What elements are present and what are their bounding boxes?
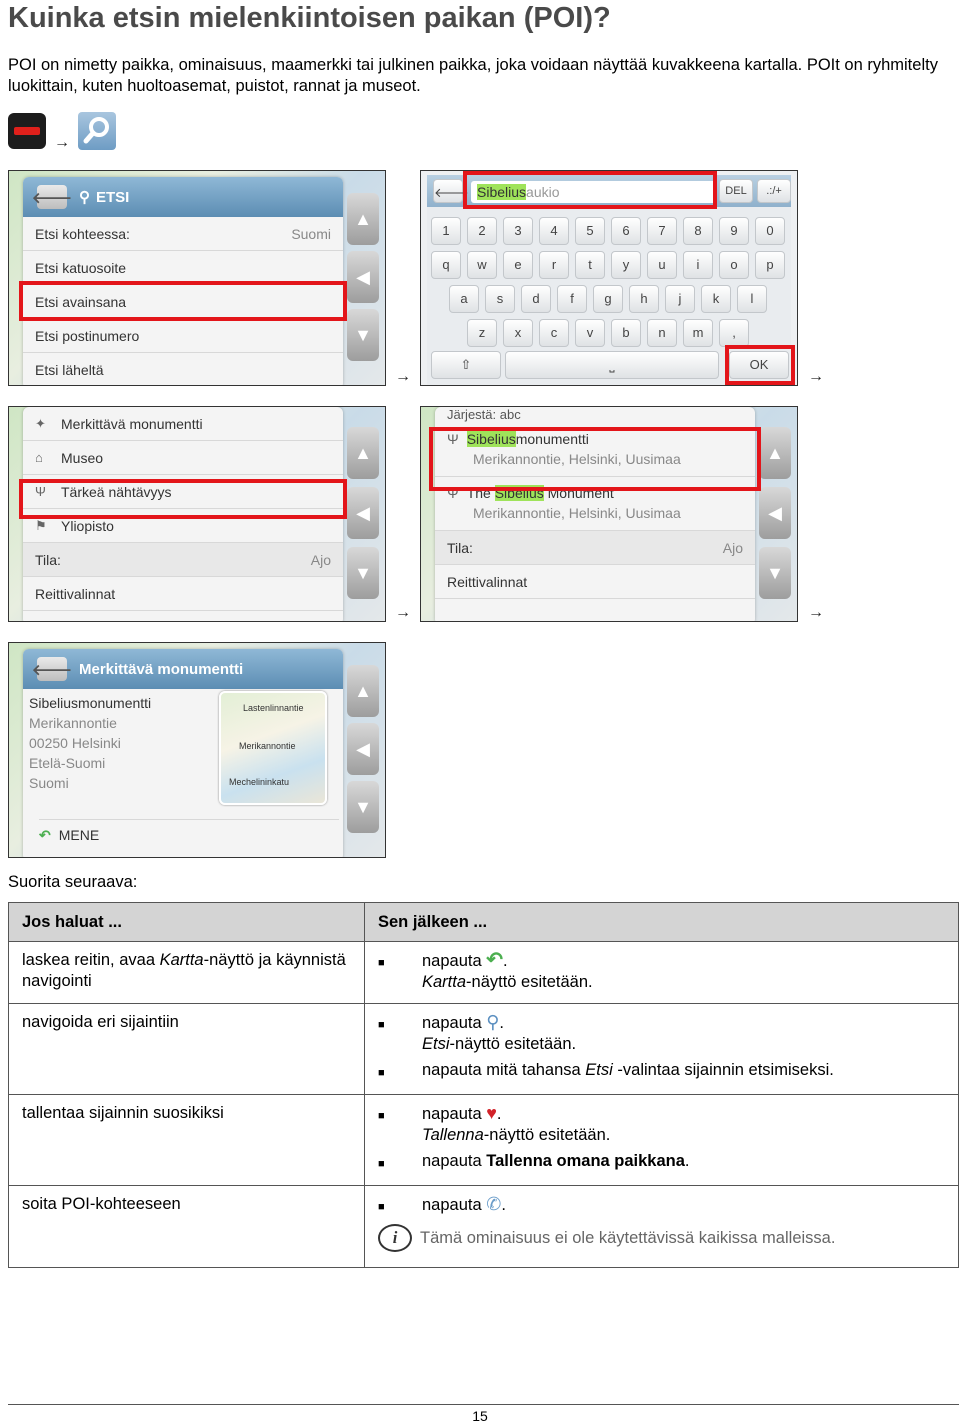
back-button[interactable]: 🡐 — [433, 179, 463, 203]
museum-icon: ⌂ — [35, 450, 43, 465]
info-note: Tämä ominaisuus ei ole käytettävissä kaikissa malleissa. — [420, 1228, 836, 1247]
key[interactable]: c — [539, 319, 569, 347]
heart-icon: ♥ — [486, 1103, 497, 1123]
key[interactable]: i — [683, 251, 713, 279]
university-icon: ⚑ — [35, 517, 47, 533]
key[interactable]: d — [521, 285, 551, 313]
scroll-up-button[interactable]: ▲ — [347, 665, 379, 717]
key[interactable]: w — [467, 251, 497, 279]
search-icon: ⚲ — [486, 1012, 500, 1032]
menu-item-street-address[interactable]: Etsi katuosoite — [23, 251, 343, 285]
flow-arrow: → — [54, 134, 70, 151]
key[interactable]: e — [503, 251, 533, 279]
search-icon — [78, 112, 116, 150]
scroll-down-button[interactable]: ▼ — [347, 547, 379, 599]
ok-key[interactable]: OK — [729, 351, 789, 379]
flow-arrow: → — [808, 368, 824, 385]
key[interactable]: t — [575, 251, 605, 279]
category-item[interactable]: ✦ Merkittävä monumentti — [23, 407, 343, 441]
key[interactable]: 5 — [575, 217, 605, 245]
scroll-down-button[interactable]: ▼ — [759, 547, 791, 599]
scroll-up-button[interactable]: ▲ — [347, 427, 379, 479]
attraction-icon: Ψ — [35, 484, 46, 499]
key[interactable]: f — [557, 285, 587, 313]
scroll-back-button[interactable]: ◀ — [347, 487, 379, 539]
key[interactable]: p — [755, 251, 785, 279]
category-item[interactable]: ⚑ Yliopisto — [23, 509, 343, 543]
key[interactable]: h — [629, 285, 659, 313]
key[interactable]: k — [701, 285, 731, 313]
highlight-box — [19, 479, 347, 519]
table-row: tallentaa sijainnin suosikiksi ■ napauta ♥. Tallenna-näyttö esitetään. ■ napauta Tallenna omana paikkana. — [9, 1095, 959, 1186]
result-item[interactable]: Ψ The Sibelius Monument Merikannontie, Helsinki, Uusimaa — [435, 477, 755, 531]
highlight-box — [463, 171, 717, 209]
highlight-box — [429, 427, 761, 491]
key[interactable]: b — [611, 319, 641, 347]
results-screen — [420, 406, 798, 622]
key[interactable]: v — [575, 319, 605, 347]
key[interactable]: 2 — [467, 217, 497, 245]
result-item[interactable]: Ψ Sibeliusmonumentti Merikannontie, Helsinki, Uusimaa — [435, 423, 755, 477]
scroll-back-button[interactable]: ◀ — [347, 251, 379, 303]
menu-item-postcode[interactable]: Etsi postinumero — [23, 319, 343, 353]
key[interactable]: 8 — [683, 217, 713, 245]
menu-item-keyword[interactable]: Etsi avainsana — [23, 285, 343, 319]
menu-icon — [8, 113, 46, 149]
space-key[interactable]: ⎵ — [505, 351, 719, 379]
keyboard-screen — [420, 170, 798, 386]
search-title-icon: ⚲ — [79, 189, 90, 206]
page-title: Kuinka etsin mielenkiintoisen paikan (POI)? — [8, 2, 611, 34]
highlight-box — [19, 281, 347, 321]
table-row: soita POI-kohteeseen ■ napauta ✆. i Tämä ominaisuus ei ole käytettävissä kaikissa malleissa. — [9, 1186, 959, 1268]
key[interactable]: l — [737, 285, 767, 313]
key[interactable]: r — [539, 251, 569, 279]
key[interactable]: 6 — [611, 217, 641, 245]
go-icon: ↶ — [39, 826, 51, 843]
category-item[interactable]: Ψ Tärkeä nähtävyys — [23, 475, 343, 509]
mode-row[interactable]: Tila: Ajo — [23, 543, 343, 577]
key[interactable]: z — [467, 319, 497, 347]
key[interactable]: x — [503, 319, 533, 347]
key[interactable]: 0 — [755, 217, 785, 245]
key[interactable]: 3 — [503, 217, 533, 245]
scroll-down-button[interactable]: ▼ — [347, 781, 379, 833]
delete-key[interactable]: DEL — [719, 179, 753, 203]
key[interactable]: y — [611, 251, 641, 279]
table-row: laskea reitin, avaa Kartta-näyttö ja käynnistä navigointi ■ napauta ↶. Kartta-näyttö esitetään. — [9, 942, 959, 1004]
attraction-icon: Ψ — [447, 431, 459, 447]
phone-icon: ✆ — [486, 1194, 502, 1214]
key[interactable]: 7 — [647, 217, 677, 245]
screen-title-bar — [23, 177, 343, 217]
screen-title: ETSI — [96, 188, 130, 206]
key[interactable]: a — [449, 285, 479, 313]
key[interactable]: n — [647, 319, 677, 347]
info-icon: i — [378, 1224, 412, 1252]
key[interactable]: u — [647, 251, 677, 279]
symbols-key[interactable]: .:/+ — [757, 179, 791, 203]
attraction-icon: Ψ — [447, 485, 459, 501]
screen-title-bar — [23, 649, 343, 689]
menu-item-nearby[interactable]: Etsi läheltä — [23, 353, 343, 386]
search-input[interactable]: Sibeliusaukio — [471, 181, 717, 203]
back-button[interactable]: 🡐 — [37, 185, 67, 209]
flow-arrow: → — [395, 604, 411, 621]
key[interactable]: m — [683, 319, 713, 347]
key[interactable]: s — [485, 285, 515, 313]
category-list-screen — [8, 406, 386, 622]
page-number: 15 — [472, 1408, 488, 1424]
key[interactable]: j — [665, 285, 695, 313]
scroll-back-button[interactable]: ◀ — [347, 723, 379, 775]
scroll-up-button[interactable]: ▲ — [347, 193, 379, 245]
poi-detail-screen — [8, 642, 386, 858]
menu-item-search-in[interactable]: Etsi kohteessa: Suomi — [23, 217, 343, 251]
intro-paragraph: POI on nimetty paikka, ominaisuus, maamerkki tai julkinen paikka, joka voidaan näyttää kuvakkeena kartalla. POIt on ryhmitelty luokittain, kuten huoltoasemat, puistot, rannat ja museot. — [8, 56, 938, 95]
scroll-down-button[interactable]: ▼ — [347, 309, 379, 361]
poi-address: Sibeliusmonumentti Merikannontie 00250 Helsinki Etelä-Suomi Suomi — [29, 695, 152, 791]
key[interactable]: , — [719, 319, 749, 347]
search-menu-screen — [8, 170, 386, 386]
go-icon: ↶ — [486, 949, 503, 971]
category-item[interactable]: ⌂ Museo — [23, 441, 343, 475]
screen-title: Merkittävä monumentti — [79, 660, 244, 678]
footer-divider — [8, 1404, 959, 1405]
key[interactable]: 4 — [539, 217, 569, 245]
back-button[interactable]: 🡐 — [37, 657, 67, 681]
key[interactable]: o — [719, 251, 749, 279]
column-header: Sen jälkeen ... — [365, 903, 959, 942]
route-options-row[interactable]: Reittivalinnat — [23, 577, 343, 611]
scroll-back-button[interactable]: ◀ — [759, 487, 791, 539]
table-lead: Suorita seuraava: — [8, 873, 138, 891]
instruction-table — [8, 902, 959, 1268]
flow-arrow: → — [808, 604, 824, 621]
go-button[interactable]: ↶ MENE — [39, 819, 339, 850]
mini-map[interactable]: Lastenlinnantie Merikannontie Mechelininkatu — [219, 691, 327, 805]
mode-row[interactable]: Tila: Ajo — [435, 531, 755, 565]
key[interactable]: 9 — [719, 217, 749, 245]
key[interactable]: q — [431, 251, 461, 279]
key[interactable]: g — [593, 285, 623, 313]
shift-key[interactable]: ⇧ — [431, 351, 501, 379]
monument-icon: ✦ — [35, 415, 46, 431]
highlight-box — [725, 345, 795, 385]
key[interactable]: 1 — [431, 217, 461, 245]
sort-header: Järjestä: abc — [447, 407, 521, 422]
scroll-up-button[interactable]: ▲ — [759, 427, 791, 479]
column-header: Jos haluat ... — [9, 903, 365, 942]
flow-arrow: → — [395, 368, 411, 385]
table-row: navigoida eri sijaintiin ■ napauta ⚲. Etsi-näyttö esitetään. ■ napauta mitä tahansa Etsi -valintaa sijainnin etsimiseksi. — [9, 1004, 959, 1095]
route-options-row[interactable]: Reittivalinnat — [435, 565, 755, 599]
